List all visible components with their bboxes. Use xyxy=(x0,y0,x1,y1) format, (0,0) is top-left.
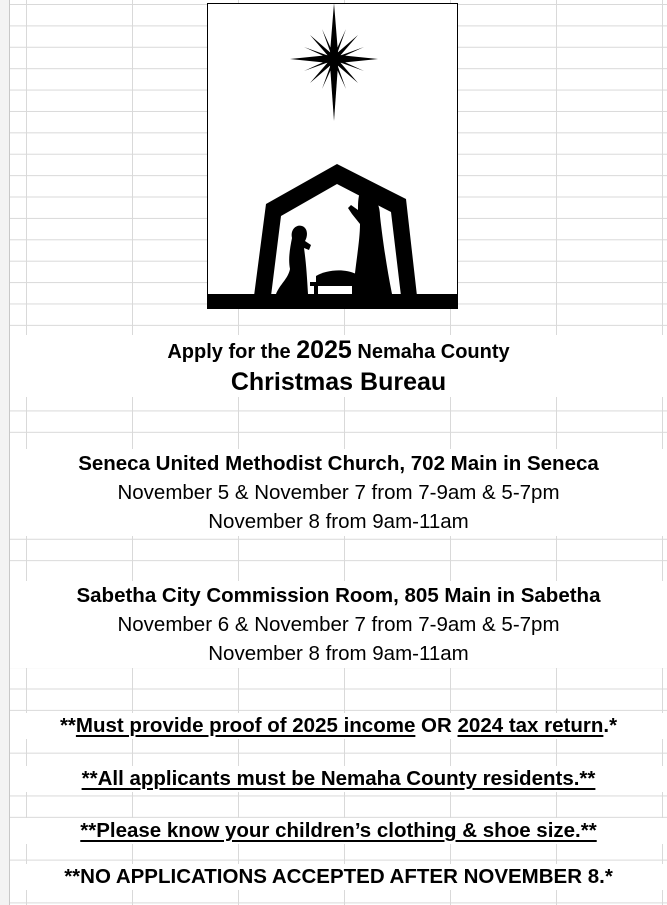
title-line-1 xyxy=(10,335,667,367)
proof-of-income-note xyxy=(10,713,667,739)
location-dates: November 8 from 9am-11am xyxy=(208,510,469,533)
clothing-size-note xyxy=(10,818,667,844)
note-tax-return-text: 2024 tax return xyxy=(457,714,604,737)
title-block xyxy=(10,335,667,397)
residents-note xyxy=(10,766,667,792)
sheet-row-header-strip xyxy=(0,0,10,905)
location-seneca xyxy=(10,449,667,536)
location-name: Sabetha City Commission Room, 805 Main in Sabetha xyxy=(76,584,601,607)
deadline-note: **NO APPLICATIONS ACCEPTED AFTER NOVEMBER 8.* xyxy=(10,864,667,890)
location-name: Seneca United Methodist Church, 702 Main in Seneca xyxy=(78,452,599,475)
note-prefix: ** xyxy=(59,714,76,737)
clothing-size-text: **Please know your children’s clothing & shoe size.** xyxy=(80,819,597,842)
location-dates: November 6 & November 7 from 7-9am & 5-7pm xyxy=(117,613,560,636)
page-title: Christmas Bureau xyxy=(230,368,447,396)
title-year: 2025 xyxy=(296,336,352,364)
note-suffix: .* xyxy=(603,714,618,737)
location-dates: November 8 from 9am-11am xyxy=(208,642,469,665)
star-icon xyxy=(290,4,378,121)
nativity-scene-icon xyxy=(208,4,457,308)
residents-text: **All applicants must be Nemaha County residents.** xyxy=(81,767,596,790)
title-suffix: Nemaha County xyxy=(351,341,510,363)
location-dates: November 5 & November 7 from 7-9am & 5-7pm xyxy=(117,481,560,504)
title-prefix: Apply for the xyxy=(167,341,297,363)
note-income-text: Must provide proof of 2025 income xyxy=(75,714,416,737)
location-sabetha xyxy=(10,581,667,668)
nativity-illustration xyxy=(207,3,458,309)
note-or-text: OR xyxy=(415,714,458,737)
